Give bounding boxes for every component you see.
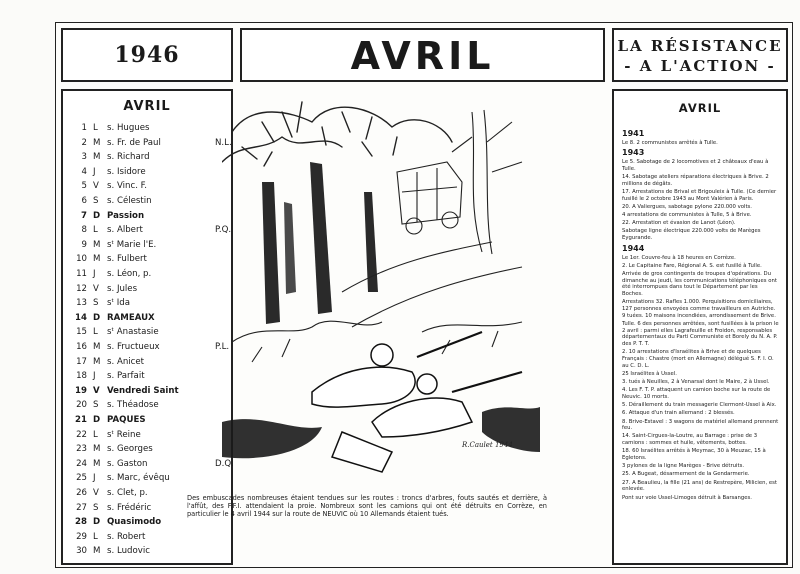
day-number: 25 [76, 473, 87, 484]
weekday-letter: L [93, 225, 98, 236]
saint-name: Vendredi Saint [107, 385, 179, 396]
saint-name: s. Fulbert [107, 254, 147, 265]
calendar-day-row [63, 196, 233, 209]
day-number: 26 [76, 488, 87, 498]
calendar-title: AVRIL [123, 99, 171, 114]
weekday-letter: M [93, 342, 101, 352]
month-header [240, 28, 605, 82]
weekday-letter: L [93, 429, 98, 440]
weekday-letter: M [93, 546, 101, 557]
saint-name: s. Robert [107, 531, 146, 542]
saint-name: s. Isidore [107, 166, 146, 177]
chronology-entry: 14. Sabotage ateliers réparations électriques à Brive. 2 millions de dégâts. [622, 174, 769, 187]
saint-name: s. Léon, p. [107, 269, 152, 279]
day-number: 21 [75, 415, 87, 425]
calendar-day-row [63, 400, 233, 413]
day-number: 19 [75, 385, 87, 396]
weekday-letter: V [93, 181, 99, 192]
weekday-letter: D [93, 312, 101, 323]
weekday-letter: S [93, 400, 99, 411]
saint-name: sᵗ Marie l'E. [107, 239, 157, 250]
saint-name: s. Anicet [107, 356, 145, 367]
day-number: 17 [76, 356, 87, 367]
chronology-entry: Le 8. 2 communistes arrêtés à Tulle. [622, 139, 718, 146]
moon-phase: P.L. [215, 342, 230, 352]
chronology-entry: 22. Arrestation et évasion de Lanot (Léon). [622, 220, 736, 227]
chronology-entry: 8. Brive-Estavel : 3 wagons de matériel allemand prennent feu. [622, 418, 779, 432]
ambush-illustration [222, 92, 540, 484]
weekday-letter: S [93, 196, 99, 206]
chronology-entry: 4. Les F. T. P. attaquent un camion boche sur la route de Neuvic. 10 morts. [622, 387, 771, 400]
chronology-entry: 4 arrestations de communistes à Tulle, 5 à Brive. [622, 212, 752, 219]
weekday-letter: D [93, 517, 101, 528]
saint-name: s. Théadose [107, 400, 159, 411]
chronology-entry: 20. A Valiergues, sabotage pylone 220.000 volts. [622, 203, 752, 210]
chronology-year: 1943 [622, 148, 645, 158]
calendar-day-row [63, 211, 233, 224]
moon-phase: P.Q. [215, 225, 232, 236]
month-label: AVRIL [350, 34, 495, 78]
day-number: 6 [81, 196, 87, 206]
weekday-letter: V [93, 488, 99, 498]
calendar-day-row [63, 430, 233, 443]
calendar-day-row [63, 167, 233, 180]
day-number: 20 [76, 400, 87, 411]
day-number: 22 [76, 429, 87, 440]
chronology-entry: Tulle. 6 des personnes arrêtées, sont fusillées à la prison le 2 avril : parmi elles Lagrafeuille et Froidon, responsables départementaux du Parti Communiste et Borely du N. A. P. des P. T. T. [622, 320, 779, 347]
weekday-letter: V [93, 283, 99, 294]
illustration-caption: Des embuscades nombreuses étaient tendues sur les routes : troncs d'arbres, fouts sautés et derrière, à l'affût, des F.F.I. attendaient la proie. Nombreux sont les camions qui ont été détruits en Corrèze, en particulier le 4 avril 1944 sur la route de NEUVIC où 10 Allemands étaient tués. [187, 494, 547, 519]
chronology-entry: 18. 60 Israélites arrêtés à Meymac, 30 à Meuzac, 15 à Egletons. [622, 448, 766, 462]
weekday-letter: M [93, 239, 101, 250]
weekday-letter: M [93, 152, 101, 163]
weekday-letter: M [93, 137, 101, 148]
weekday-letter: D [93, 415, 101, 425]
day-number: 11 [76, 269, 87, 279]
calendar-day-row [63, 298, 233, 311]
saint-name: s. Ludovic [107, 546, 150, 557]
day-number: 18 [76, 371, 87, 382]
weekday-letter: M [93, 458, 101, 469]
calendar-day-row [63, 371, 233, 384]
saint-name: s. Parfait [107, 371, 145, 382]
chronology-entry: Arrestations 32. Rafles 1.000. Perquisitions domiciliaires, 127 personnes envoyées comme travailleurs en Autriche. 9 tuées. 10 maisons incendiées, arrondissement de Brive. [622, 299, 776, 319]
day-number: 30 [76, 546, 87, 557]
weekday-letter: S [93, 298, 99, 309]
resistance-title-line1: LA RÉSISTANCE [617, 37, 783, 55]
calendar-day-row [63, 313, 233, 326]
calendar-day-row [63, 254, 233, 267]
calendar-day-row [63, 123, 233, 136]
calendar-day-row [63, 269, 233, 282]
weekday-letter: J [93, 269, 96, 279]
saint-name: s. Georges [107, 444, 153, 455]
year-label: 1946 [114, 42, 180, 68]
day-number: 16 [76, 342, 87, 352]
day-number: 5 [81, 181, 87, 192]
day-number: 2 [81, 137, 87, 148]
saint-name: sᵗ Ida [107, 298, 130, 309]
calendar-day-row [63, 138, 233, 151]
resistance-title-line2: - A L'ACTION - [624, 57, 776, 75]
calendar-day-row [63, 152, 233, 165]
calendar-day-row [63, 181, 233, 194]
calendar-day-row [63, 386, 233, 399]
saint-name: sᵗ Reine [107, 429, 141, 440]
day-number: 12 [76, 283, 87, 294]
saint-name: sᵗ Anastasie [107, 327, 159, 338]
chronology-entry: Arrivée de gros contingents de troupes d'opérations. Du dimanche au jeudi, les communications téléphoniques ont été interrompues dans tout le Département par les Boches. [622, 270, 777, 298]
resistance-header [612, 28, 788, 82]
saint-name: s. Célestin [107, 196, 152, 206]
weekday-letter: S [93, 502, 99, 513]
saint-name: s. Fructueux [107, 342, 160, 352]
calendar-day-row [63, 517, 233, 530]
resistance-column [612, 89, 788, 565]
day-number: 3 [81, 152, 87, 163]
calendar-day-row [63, 444, 233, 457]
saint-name: Passion [107, 210, 145, 221]
saint-name: s. Hugues [107, 123, 150, 133]
chronology-entry: 3. tués à Neuilles, 2 à Venarsal dont le Maire, 2 à Ussel. [622, 379, 770, 385]
calendar-day-row [63, 327, 233, 340]
day-number: 28 [75, 517, 87, 528]
moon-phase: N.L. [215, 137, 232, 148]
calendar-day-row [63, 240, 233, 253]
moon-phase: D.Q. [215, 458, 234, 469]
saint-name: PAQUES [107, 415, 146, 425]
saint-name: s. Frédéric [107, 502, 152, 513]
weekday-letter: L [93, 327, 98, 338]
weekday-letter: L [93, 531, 98, 542]
day-number: 15 [76, 327, 87, 338]
weekday-letter: M [93, 254, 101, 265]
day-number: 1 [81, 123, 87, 133]
chronology-entry: 3 pylones de la ligne Marèges - Brive détruits. [622, 463, 745, 470]
chronology-entry: 27. A Beaulieu, la fille (21 ans) de Restrepère, Milicien, est enlevée. [622, 479, 777, 493]
weekday-letter: J [93, 166, 96, 177]
chronology-entry: 25. A Bugeat, désarmement de la Gendarmerie. [622, 471, 750, 478]
weekday-letter: M [93, 356, 101, 367]
weekday-letter: J [93, 371, 96, 382]
saint-name: s. Richard [107, 152, 150, 163]
calendar-day-row [63, 342, 233, 355]
resistance-month-title: AVRIL [678, 101, 722, 115]
chronology-entry: Sabotage ligne électrique 220.000 volts de Marèges Eygurande. [622, 228, 761, 242]
saint-name: RAMEAUX [107, 312, 155, 323]
day-number: 9 [81, 239, 87, 250]
weekday-letter: M [93, 444, 101, 455]
chronology-entry: 5. Déraillement du train messagerie Clermont-Ussel à Aix. [622, 402, 777, 409]
chronology-entry: 2. Le Capitaine Fare, Régional A. S. est fusillé à Tulle. [622, 262, 762, 269]
day-number: 24 [76, 458, 87, 469]
weekday-letter: D [93, 210, 101, 221]
day-number: 29 [76, 531, 87, 542]
resistance-chronology [622, 127, 780, 503]
day-number: 14 [75, 312, 87, 323]
chronology-entry: 14. Saint-Cirgues-la-Loutre, au Barrage : prise de 3 camions : sommes et huile, vêtements, bottes. [622, 433, 758, 447]
day-number: 23 [76, 444, 87, 455]
day-number: 10 [76, 254, 87, 265]
chronology-entry: Pont sur voie Ussel-Limoges détruit à Barsanges. [622, 494, 752, 501]
chronology-year: 1944 [622, 243, 645, 253]
weekday-letter: J [93, 473, 96, 484]
calendar-day-row [63, 357, 233, 370]
calendar-day-row [63, 459, 233, 472]
calendar-day-row [63, 546, 233, 559]
day-number: 13 [76, 298, 87, 309]
chronology-entry: Le 5. Sabotage de 2 locomotives et 2 châteaux d'eau à Tulle. [622, 159, 769, 172]
calendar-day-row [63, 225, 233, 238]
chronology-entry: 2. 10 arrestations d'Israélites à Brive et de quelques Français : Chastre (mort en Allemagne) délégué S. F. I. O. au C. D. L. [622, 349, 774, 369]
saint-name: s. Gaston [107, 458, 148, 469]
saint-name: s. Clet, p. [107, 488, 148, 498]
chronology-entry: 25 Israélites à Ussel. [622, 370, 677, 377]
calendar-day-row [63, 532, 233, 545]
year-header [61, 28, 233, 82]
weekday-letter: V [93, 385, 100, 396]
day-number: 7 [81, 210, 87, 221]
chronology-entry: 17. Arrestations de Brival et Brigouleix à Tulle. (Ce dernier fusillé le 2 octobre 1943 au Mont Valérien à Paris. [622, 188, 777, 202]
day-number: 27 [76, 502, 87, 513]
calendar-day-row [63, 284, 233, 297]
chronology-year: 1941 [622, 129, 645, 138]
weekday-letter: L [93, 123, 98, 133]
chronology-entry: Le 1er. Couvre-feu à 18 heures en Corrèze. [622, 254, 736, 261]
saint-name: s. Fr. de Paul [107, 137, 161, 148]
saint-name: Quasimodo [107, 517, 162, 528]
day-number: 8 [81, 225, 87, 236]
saint-name: s. Marc, évêqu [107, 473, 170, 484]
saint-name: s. Albert [107, 225, 143, 236]
day-number: 4 [81, 166, 87, 177]
calendar-day-row [63, 415, 233, 428]
saint-name: s. Vinc. F. [107, 181, 147, 192]
calendar-day-row [63, 473, 233, 486]
illustration-signature: R.Caulet 1944 [462, 441, 513, 449]
chronology-entry: 6. Attaque d'un train allemand : 2 blessés. [622, 410, 735, 417]
saint-name: s. Jules [107, 283, 138, 294]
